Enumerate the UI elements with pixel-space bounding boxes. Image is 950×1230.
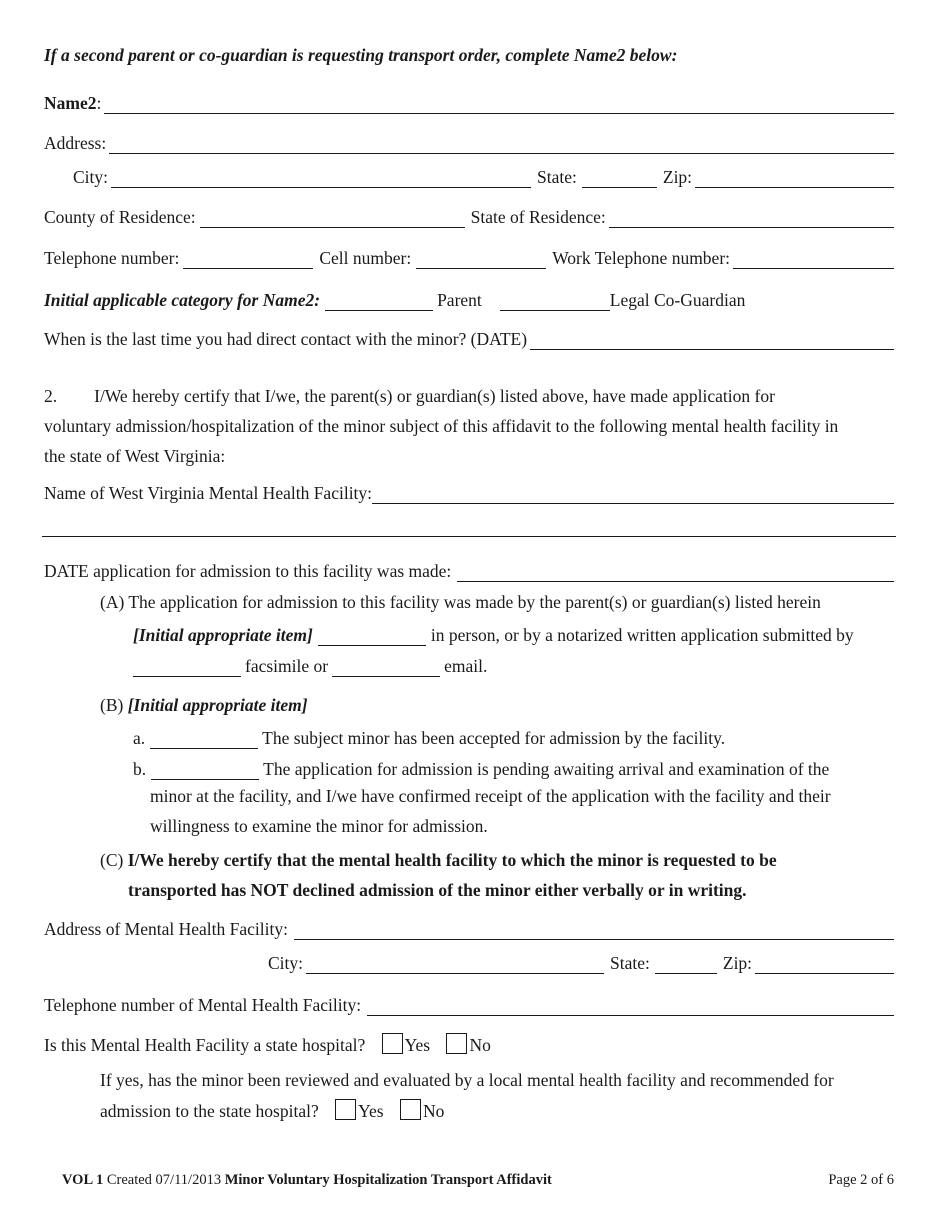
state-residence-label: State of Residence: (470, 207, 606, 227)
reviewed-line2: admission to the state hospital? (100, 1101, 319, 1121)
item-a-prefix: (A) (100, 592, 125, 612)
footer-page-number: Page 2 of 6 (828, 1172, 894, 1188)
footer-created: Created 07/11/2013 (106, 1172, 222, 1188)
work-telephone-label: Work Telephone number: (552, 248, 731, 268)
facility-state-label: State: (610, 953, 650, 973)
work-telephone-field[interactable] (733, 250, 894, 269)
last-contact-label: When is the last time you had direct contact with the minor? (DATE) (44, 329, 528, 349)
cell-label: Cell number: (319, 248, 412, 268)
county-field[interactable] (200, 209, 465, 228)
section2-line2: voluntary admission/hospitalization of the minor subject of this affidavit to the following mental health facility in (44, 416, 839, 436)
facility-telephone-row (44, 990, 894, 1016)
in-person-initial-field[interactable] (318, 627, 426, 646)
cell-field[interactable] (416, 250, 546, 269)
email-label: email. (444, 656, 488, 676)
facility-name-label: Name of West Virginia Mental Health Facility: (44, 483, 373, 503)
date-application-field[interactable] (457, 563, 894, 582)
in-person-label: in person, or by a notarized written application submitted by (430, 625, 854, 645)
item-c-text-line2: transported has NOT declined admission of the minor either verbally or in writing. (128, 880, 747, 900)
address-row (44, 128, 894, 154)
name2-field[interactable] (104, 95, 894, 114)
section2-paragraph (44, 381, 894, 471)
item-b-a-prefix: a. (133, 728, 146, 748)
item-a-line2 (133, 620, 894, 646)
item-a-text: The application for admission to this facility was made by the parent(s) or guardian(s) listed herein (128, 592, 821, 612)
facility-name-field[interactable] (372, 485, 894, 504)
facility-telephone-label: Telephone number of Mental Health Facility: (44, 995, 362, 1015)
pending-text-line2: minor at the facility, and I/we have confirmed receipt of the application with the facility and their (150, 786, 831, 806)
item-c-prefix: (C) (100, 850, 124, 870)
state-residence-field[interactable] (609, 209, 894, 228)
facility-address-row (44, 914, 894, 940)
name2-row (44, 88, 894, 114)
pending-initial-field[interactable] (151, 761, 259, 780)
section2-line3: the state of West Virginia: (44, 446, 226, 466)
facility-name-row (44, 478, 894, 504)
state-hospital-question: Is this Mental Health Facility a state hospital? (44, 1035, 366, 1055)
reviewed-no-checkbox[interactable] (400, 1099, 421, 1120)
address-field[interactable] (109, 135, 894, 154)
email-initial-field[interactable] (332, 658, 440, 677)
telephone-label: Telephone number: (44, 248, 180, 268)
pending-text-line3: willingness to examine the minor for admission. (150, 816, 488, 836)
facility-telephone-field[interactable] (367, 997, 894, 1016)
reviewed-no-label: No (422, 1101, 445, 1121)
section2-line1: I/We hereby certify that I/we, the parent(s) or guardian(s) listed above, have made application for (94, 386, 775, 406)
page-footer (62, 1172, 894, 1189)
item-a-line3 (133, 651, 894, 677)
city-state-zip-row (73, 162, 894, 188)
name2-colon: : (96, 93, 102, 113)
facility-address-label: Address of Mental Health Facility: (44, 919, 288, 939)
item-c-line1 (100, 850, 777, 871)
last-contact-row (44, 324, 894, 350)
facility-name-field-continued[interactable] (42, 536, 896, 537)
pending-text-line1: The application for admission is pending awaiting arrival and examination of the (263, 759, 830, 779)
reviewed-yes-checkbox[interactable] (335, 1099, 356, 1120)
parent-label: Parent (437, 290, 482, 310)
state-label: State: (537, 167, 577, 187)
reviewed-row (100, 1099, 444, 1122)
last-contact-field[interactable] (530, 331, 894, 350)
state-field[interactable] (582, 169, 657, 188)
reviewed-yes-label: Yes (358, 1101, 384, 1121)
residence-row (44, 202, 894, 228)
accepted-text: The subject minor has been accepted for admission by the facility. (262, 728, 726, 748)
item-b-initial-label: [Initial appropriate item] (127, 695, 308, 715)
name2-intro: If a second parent or co-guardian is requesting transport order, complete Name2 below: (44, 45, 678, 65)
telephone-row (44, 243, 894, 269)
item-b-b-prefix: b. (133, 759, 147, 779)
date-application-row (44, 556, 894, 582)
item-b-header (100, 695, 308, 716)
facility-city-label: City: (268, 953, 304, 973)
section2-number: 2. (44, 386, 58, 406)
state-hospital-no-checkbox[interactable] (446, 1033, 467, 1054)
address-label: Address: (44, 133, 107, 153)
initial-category-label: Initial applicable category for Name2: (44, 290, 321, 310)
footer-title: Minor Voluntary Hospitalization Transport Affidavit (224, 1172, 552, 1188)
item-a-initial-label: [Initial appropriate item] (133, 625, 313, 645)
name2-intro-line (44, 40, 894, 66)
city-label: City: (73, 167, 109, 187)
city-field[interactable] (111, 169, 531, 188)
facsimile-label: facsimile or (245, 656, 329, 676)
state-hospital-yes-label: Yes (404, 1035, 431, 1055)
telephone-field[interactable] (183, 250, 313, 269)
name2-label: Name2 (44, 93, 97, 113)
parent-initial-field[interactable] (325, 292, 433, 311)
facility-city-field[interactable] (306, 955, 604, 974)
reviewed-line1: If yes, has the minor been reviewed and evaluated by a local mental health facility and recommended for (100, 1070, 834, 1090)
initial-category-row (44, 285, 894, 311)
item-c-text-line1: I/We hereby certify that the mental health facility to which the minor is requested to be (127, 850, 777, 870)
accepted-initial-field[interactable] (150, 730, 258, 749)
footer-vol: VOL 1 (62, 1172, 104, 1188)
item-b-a-row (133, 723, 894, 749)
facility-city-row (268, 948, 894, 974)
coguardian-initial-field[interactable] (500, 292, 610, 311)
item-a-line1 (100, 592, 821, 613)
facility-zip-label: Zip: (722, 953, 753, 973)
zip-field[interactable] (695, 169, 894, 188)
facsimile-initial-field[interactable] (133, 658, 241, 677)
state-hospital-no-label: No (469, 1035, 491, 1055)
item-b-prefix: (B) (100, 695, 124, 715)
legal-coguardian-label: Legal Co-Guardian (609, 290, 746, 310)
date-application-label: DATE application for admission to this facility was made: (44, 561, 452, 581)
state-hospital-row (44, 1033, 491, 1056)
item-b-b-row (133, 754, 894, 780)
zip-label: Zip: (662, 167, 693, 187)
facility-address-field[interactable] (294, 921, 894, 940)
facility-zip-field[interactable] (755, 955, 894, 974)
county-label: County of Residence: (44, 207, 196, 227)
state-hospital-yes-checkbox[interactable] (382, 1033, 403, 1054)
facility-state-field[interactable] (655, 955, 717, 974)
